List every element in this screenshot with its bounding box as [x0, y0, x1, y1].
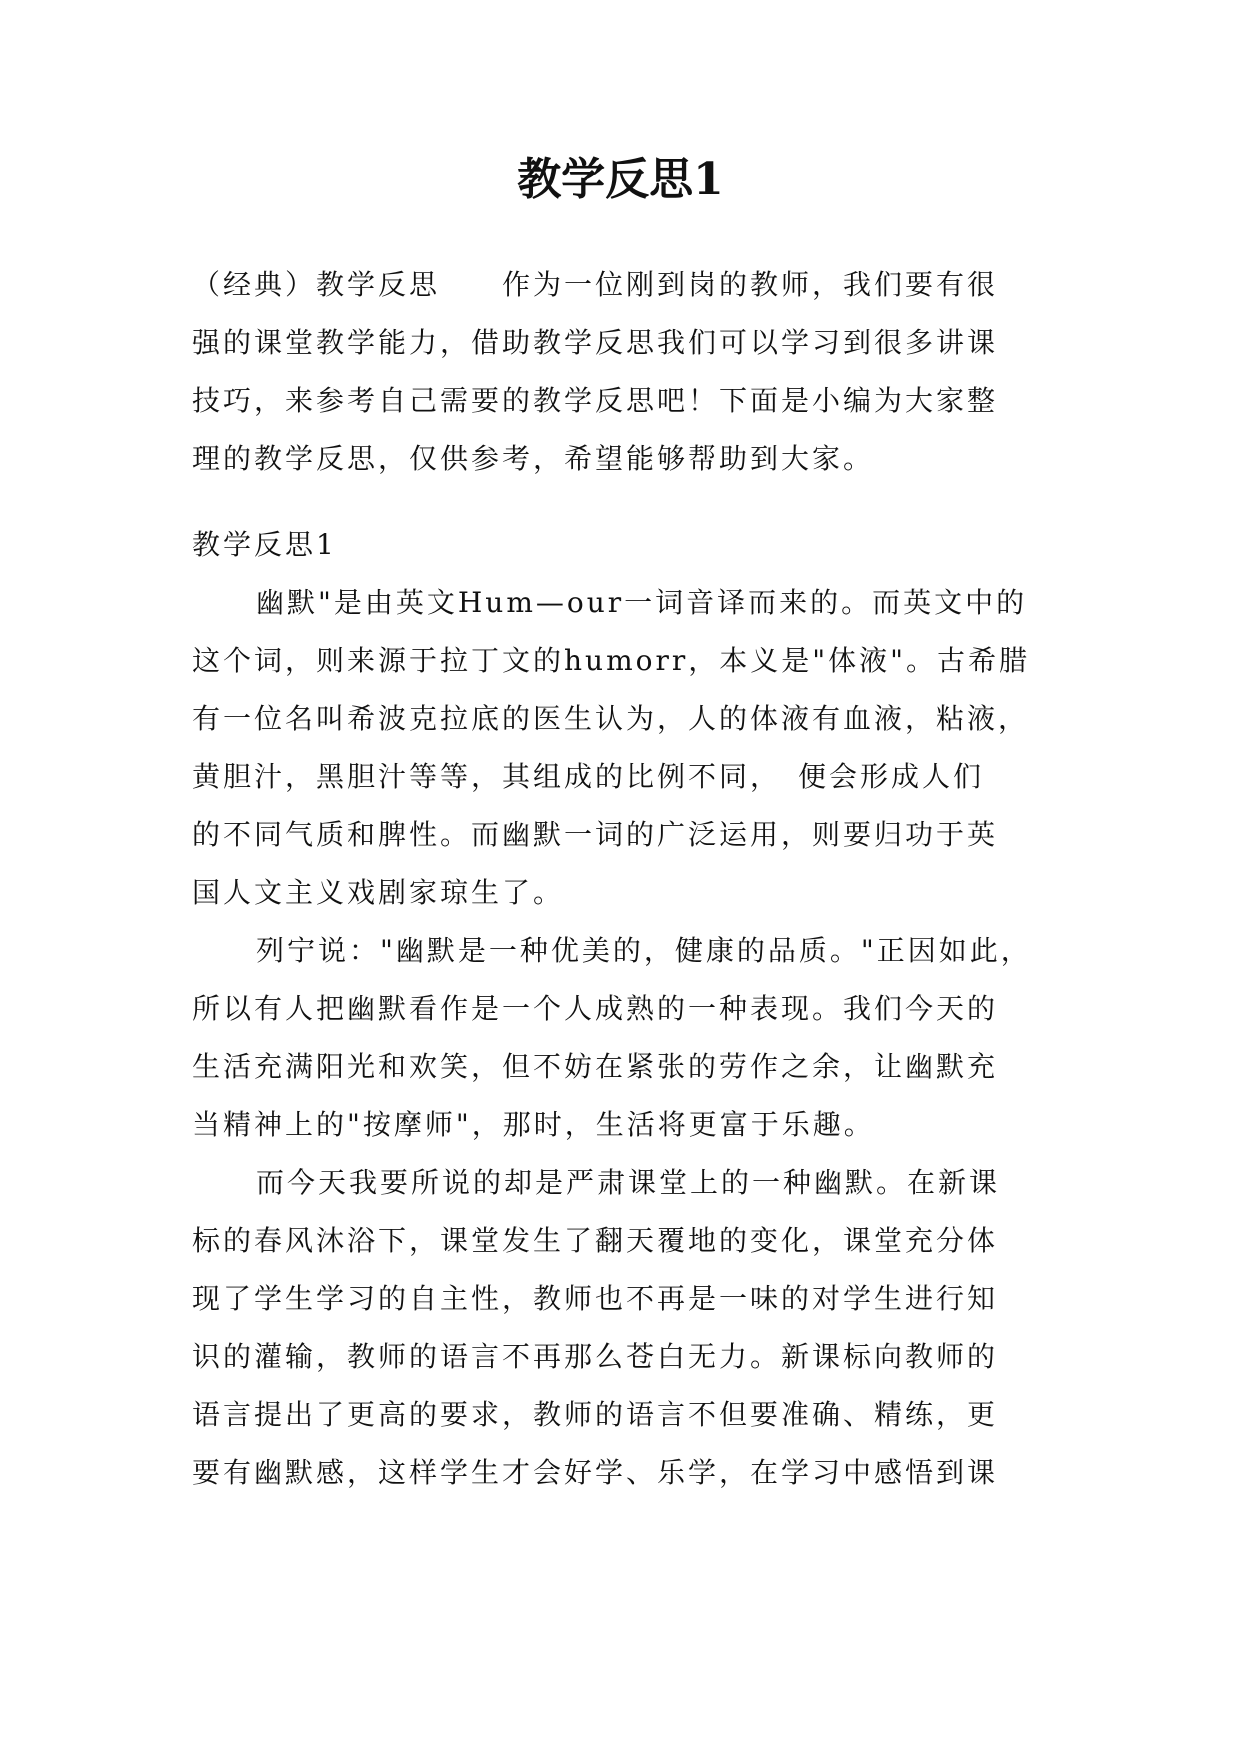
paragraph-line: 现了学生学习的自主性，教师也不再是一味的对学生进行知	[192, 1282, 999, 1315]
paragraph-line: 列宁说："幽默是一种优美的，健康的品质。"正因如此，	[256, 934, 1032, 967]
paragraph-3	[192, 1163, 1058, 1503]
section-heading-block	[192, 525, 1058, 565]
paragraph-line: 的不同气质和脾性。而幽默一词的广泛运用，则要归功于英	[192, 818, 999, 851]
intro-line: 技巧，来参考自己需要的教学反思吧！下面是小编为大家整	[192, 384, 999, 417]
intro-line: （经典）教学反思 作为一位刚到岗的教师，我们要有很	[192, 268, 999, 301]
paragraph-line: 识的灌输，教师的语言不再那么苍白无力。新课标向教师的	[192, 1340, 999, 1373]
intro-paragraph	[192, 265, 1058, 475]
section-heading: 教学反思1	[192, 528, 337, 561]
paragraph-line: 语言提出了更高的要求，教师的语言不但要准确、精练，更	[192, 1398, 999, 1431]
paragraph-line: 而今天我要所说的却是严肃课堂上的一种幽默。在新课	[256, 1166, 1001, 1199]
paragraph-line: 生活充满阳光和欢笑，但不妨在紧张的劳作之余，让幽默充	[192, 1050, 999, 1083]
document-title: 教学反思1	[517, 154, 724, 205]
intro-line: 理的教学反思，仅供参考，希望能够帮助到大家。	[192, 442, 875, 475]
paragraph-line: 标的春风沐浴下，课堂发生了翻天覆地的变化，课堂充分体	[192, 1224, 999, 1257]
paragraph-line: 这个词，则来源于拉丁文的humorr，本义是"体液"。古希腊	[192, 644, 1031, 677]
paragraph-line: 当精神上的"按摩师"，那时，生活将更富于乐趣。	[192, 1108, 875, 1141]
paragraph-1	[192, 583, 1058, 923]
paragraph-line: 国人文主义戏剧家琼生了。	[192, 876, 565, 909]
paragraph-line: 要有幽默感，这样学生才会好学、乐学，在学习中感悟到课	[192, 1456, 999, 1489]
paragraph-line: 有一位名叫希波克拉底的医生认为，人的体液有血液，粘液，	[192, 702, 1030, 735]
paragraph-line: 黄胆汁，黑胆汁等等，其组成的比例不同， 便会形成人们	[192, 760, 985, 793]
paragraph-line: 所以有人把幽默看作是一个人成熟的一种表现。我们今天的	[192, 992, 999, 1025]
paragraph-line: 幽默"是由英文Hum—our一词音译而来的。而英文中的	[256, 586, 1028, 619]
paragraph-2	[192, 931, 1058, 1161]
intro-line: 强的课堂教学能力，借助教学反思我们可以学习到很多讲课	[192, 326, 999, 359]
